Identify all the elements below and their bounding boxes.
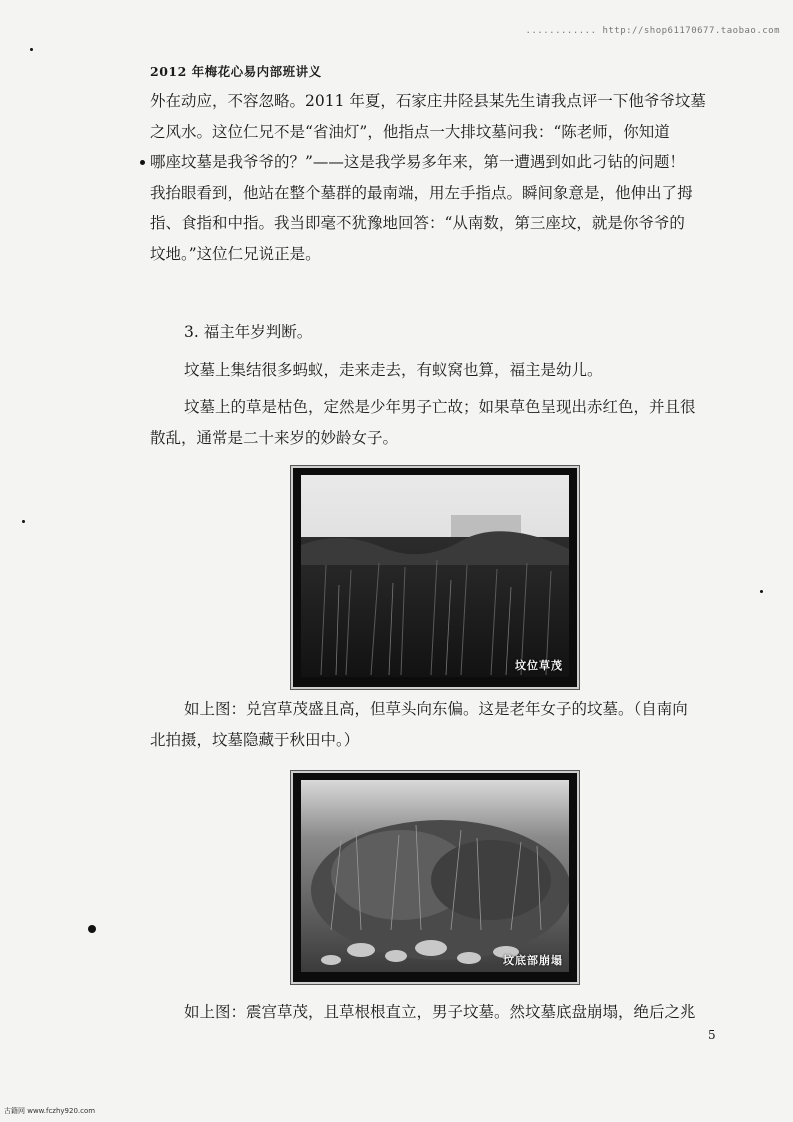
page-number: 5: [708, 1028, 716, 1042]
caption-2: [150, 997, 715, 1028]
text-line: 散乱，通常是二十来岁的妙龄女子。: [150, 428, 399, 447]
intro-paragraph: [150, 86, 715, 269]
section-title: 3. 福主年岁判断。: [184, 323, 313, 341]
scan-speck: [30, 48, 33, 51]
grass-field-image: [301, 475, 569, 677]
text-line: 指、食指和中指。我当即毫不犹豫地回答：“从南数，第三座坟，就是你爷爷的: [150, 214, 685, 232]
section-paragraph-2: [150, 392, 715, 453]
text-line: 坟墓上集结很多蚂蚁，走来走去，有蚁窝也算，福主是幼儿。: [184, 361, 603, 379]
mound-image: [301, 780, 569, 972]
text-line: 我抬眼看到，他站在整个墓群的最南端，用左手指点。瞬间象意是，他伸出了拇: [150, 183, 693, 202]
footer-watermark: 古籍网 www.fczhy920.com: [4, 1107, 96, 1115]
scan-speck: [140, 160, 145, 165]
text-line: 坟地。”这位仁兄说正是。: [150, 244, 321, 263]
text-line: 如上图：震宫草茂，且草根根直立，男子坟墓。然坟墓底盘崩塌，绝后之兆: [184, 1003, 696, 1021]
caption-1: [150, 694, 715, 755]
section-paragraph-1: [150, 355, 715, 386]
photo-collapsed-mound: [293, 773, 577, 982]
scan-speck: [760, 590, 763, 593]
scan-header: ............ http://shop61170677.taobao.com: [525, 26, 780, 36]
text-line: 坟墓上的草是枯色，定然是少年男子亡故；如果草色呈现出赤红色，并且很: [184, 398, 696, 416]
text-line: 北拍摄，坟墓隐藏于秋田中。）: [150, 730, 360, 749]
photo-caption-tag: 坟位草茂: [515, 659, 563, 672]
text-line: 外在动应，不容忽略。2011 年夏，石家庄井陉县某先生请我点评一下他爷爷坟墓: [150, 92, 706, 110]
photo-grass-field: [293, 468, 577, 687]
page-header-title: 2012 年梅花心易内部班讲义: [150, 64, 322, 79]
text-line: 如上图：兑宫草茂盛且高，但草头向东偏。这是老年女子的坟墓。（自南向: [184, 700, 688, 718]
scan-speck: [88, 925, 96, 933]
text-line: 哪座坟墓是我爷爷的？”——这是我学易多年来，第一遭遇到如此刁钻的问题！: [150, 153, 685, 171]
text-line: 之风水。这位仁兄不是“省油灯”，他指点一大排坟墓问我：“陈老师，你知道: [150, 122, 670, 141]
scan-speck: [22, 520, 25, 523]
photo-caption-tag: 坟底部崩塌: [503, 954, 563, 967]
